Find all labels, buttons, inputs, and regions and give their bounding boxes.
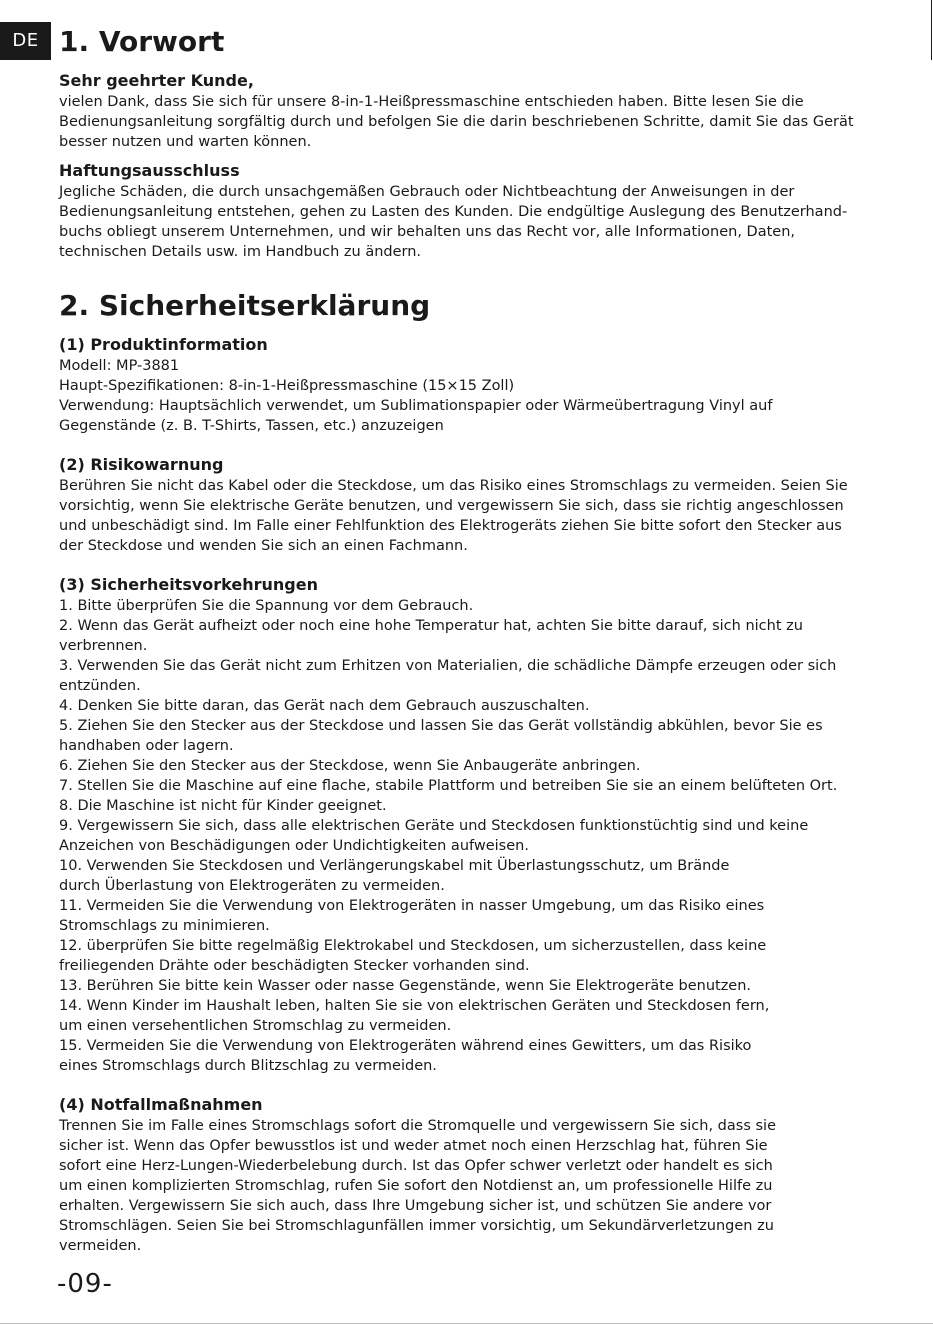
- disclaimer-line: Bedienungsanleitung entstehen, gehen zu Lasten des Kunden. Die endgültige Auslegung des Benutzerhand-: [59, 204, 848, 220]
- precaution-line: entzünden.: [59, 678, 141, 694]
- emergency-line: sofort eine Herz-Lungen-Wiederbelebung durch. Ist das Opfer schwer verletzt oder handelt es sich: [59, 1158, 773, 1174]
- risk-warning-heading: (2) Risikowarnung: [59, 455, 224, 474]
- product-info-paragraph: [59, 356, 879, 436]
- emergency-paragraph: [59, 1116, 879, 1256]
- page-number: -09-: [57, 1269, 113, 1299]
- precaution-line: 6. Ziehen Sie den Stecker aus der Steckdose, wenn Sie Anbaugeräte anbringen.: [59, 758, 641, 774]
- product-info-heading: (1) Produktinformation: [59, 335, 268, 354]
- emergency-line: um einen komplizierten Stromschlag, rufen Sie sofort den Notdienst an, um professionelle Hilfe zu: [59, 1178, 773, 1194]
- precaution-line: 7. Stellen Sie die Maschine auf eine flache, stabile Plattform und betreiben Sie sie an einem belüfteten Ort.: [59, 778, 838, 794]
- section-2-heading: 2. Sicherheitserklärung: [59, 289, 431, 322]
- precaution-line: 3. Verwenden Sie das Gerät nicht zum Erhitzen von Materialien, die schädliche Dämpfe erzeugen oder sich: [59, 658, 837, 674]
- disclaimer-line: technischen Details usw. im Handbuch zu ändern.: [59, 244, 422, 260]
- product-info-line: Haupt-Spezifikationen: 8-in-1-Heißpressmaschine (15×15 Zoll): [59, 378, 515, 394]
- emergency-line: vermeiden.: [59, 1238, 142, 1254]
- emergency-line: Stromschlägen. Seien Sie bei Stromschlagunfällen immer vorsichtig, um Sekundärverletzungen zu: [59, 1218, 774, 1234]
- precaution-line: verbrennen.: [59, 638, 148, 654]
- precaution-line: Anzeichen von Beschädigungen oder Undichtigkeiten aufweisen.: [59, 838, 529, 854]
- precautions-heading: (3) Sicherheitsvorkehrungen: [59, 575, 318, 594]
- disclaimer-line: Jegliche Schäden, die durch unsachgemäßen Gebrauch oder Nichtbeachtung der Anweisungen in der: [59, 184, 795, 200]
- disclaimer-line: buchs obliegt unserem Unternehmen, und wir behalten uns das Recht vor, alle Informationen, Daten,: [59, 224, 796, 240]
- intro-line: besser nutzen und warten können.: [59, 134, 312, 150]
- language-tab: DE: [0, 22, 51, 60]
- precaution-line: Stromschlags zu minimieren.: [59, 918, 270, 934]
- precaution-line: freiliegenden Drähte oder beschädigten Stecker vorhanden sind.: [59, 958, 530, 974]
- risk-warning-paragraph: [59, 476, 879, 556]
- precaution-line: 11. Vermeiden Sie die Verwendung von Elektrogeräten in nasser Umgebung, um das Risiko eines: [59, 898, 765, 914]
- precaution-line: 8. Die Maschine ist nicht für Kinder geeignet.: [59, 798, 387, 814]
- disclaimer-paragraph: [59, 182, 879, 262]
- risk-warning-line: vorsichtig, wenn Sie elektrische Geräte benutzen, und vergewissern Sie sich, dass sie richtig angeschlossen: [59, 498, 844, 514]
- precaution-line: 9. Vergewissern Sie sich, dass alle elektrischen Geräte und Steckdosen funktionstüchtig sind und keine: [59, 818, 809, 834]
- edge-line: [931, 0, 932, 60]
- precaution-line: 1. Bitte überprüfen Sie die Spannung vor dem Gebrauch.: [59, 598, 474, 614]
- precaution-line: durch Überlastung von Elektrogeräten zu vermeiden.: [59, 878, 445, 894]
- intro-paragraph: [59, 92, 879, 152]
- page-content: [59, 22, 879, 1256]
- intro-line: Bedienungsanleitung sorgfältig durch und befolgen Sie die darin beschriebenen Schritte, damit Sie das Gerät: [59, 114, 854, 130]
- emergency-heading: (4) Notfallmaßnahmen: [59, 1095, 263, 1114]
- disclaimer-heading: Haftungsausschluss: [59, 161, 240, 180]
- section-1-heading: 1. Vorwort: [59, 25, 225, 58]
- risk-warning-line: Berühren Sie nicht das Kabel oder die Steckdose, um das Risiko eines Stromschlags zu vermeiden. Seien Sie: [59, 478, 848, 494]
- product-info-line: Modell: MP-3881: [59, 358, 180, 374]
- risk-warning-line: und unbeschädigt sind. Im Falle einer Fehlfunktion des Elektrogeräts ziehen Sie bitte sofort den Stecker aus: [59, 518, 842, 534]
- precaution-line: 13. Berühren Sie bitte kein Wasser oder nasse Gegenstände, wenn Sie Elektrogeräte benutzen.: [59, 978, 752, 994]
- emergency-line: sicher ist. Wenn das Opfer bewusstlos ist und weder atmet noch einen Herzschlag hat, führen Sie: [59, 1138, 768, 1154]
- precaution-line: 14. Wenn Kinder im Haushalt leben, halten Sie sie von elektrischen Geräten und Steckdosen fern,: [59, 998, 770, 1014]
- greeting: Sehr geehrter Kunde,: [59, 71, 254, 90]
- precautions-list: [59, 596, 879, 1076]
- precaution-line: 15. Vermeiden Sie die Verwendung von Elektrogeräten während eines Gewitters, um das Risiko: [59, 1038, 752, 1054]
- precaution-line: 5. Ziehen Sie den Stecker aus der Steckdose und lassen Sie das Gerät vollständig abkühlen, bevor Sie es: [59, 718, 823, 734]
- precaution-line: 10. Verwenden Sie Steckdosen und Verlängerungskabel mit Überlastungsschutz, um Brände: [59, 858, 730, 874]
- product-info-line: Gegenstände (z. B. T-Shirts, Tassen, etc.) anzuzeigen: [59, 418, 444, 434]
- product-info-line: Verwendung: Hauptsächlich verwendet, um Sublimationspapier oder Wärmeübertragung Vinyl auf: [59, 398, 773, 414]
- emergency-line: erhalten. Vergewissern Sie sich auch, dass Ihre Umgebung sicher ist, und schützen Sie andere vor: [59, 1198, 772, 1214]
- emergency-line: Trennen Sie im Falle eines Stromschlags sofort die Stromquelle und vergewissern Sie sich, dass sie: [59, 1118, 776, 1134]
- precaution-line: 12. überprüfen Sie bitte regelmäßig Elektrokabel und Steckdosen, um sicherzustellen, dass keine: [59, 938, 767, 954]
- precaution-line: handhaben oder lagern.: [59, 738, 234, 754]
- precaution-line: eines Stromschlags durch Blitzschlag zu vermeiden.: [59, 1058, 437, 1074]
- intro-line: vielen Dank, dass Sie sich für unsere 8-in-1-Heißpressmaschine entschieden haben. Bitte lesen Sie die: [59, 94, 804, 110]
- precaution-line: 2. Wenn das Gerät aufheizt oder noch eine hohe Temperatur hat, achten Sie bitte darauf, sich nicht zu: [59, 618, 803, 634]
- precaution-line: 4. Denken Sie bitte daran, das Gerät nach dem Gebrauch auszuschalten.: [59, 698, 590, 714]
- risk-warning-line: der Steckdose und wenden Sie sich an einen Fachmann.: [59, 538, 468, 554]
- precaution-line: um einen versehentlichen Stromschlag zu vermeiden.: [59, 1018, 452, 1034]
